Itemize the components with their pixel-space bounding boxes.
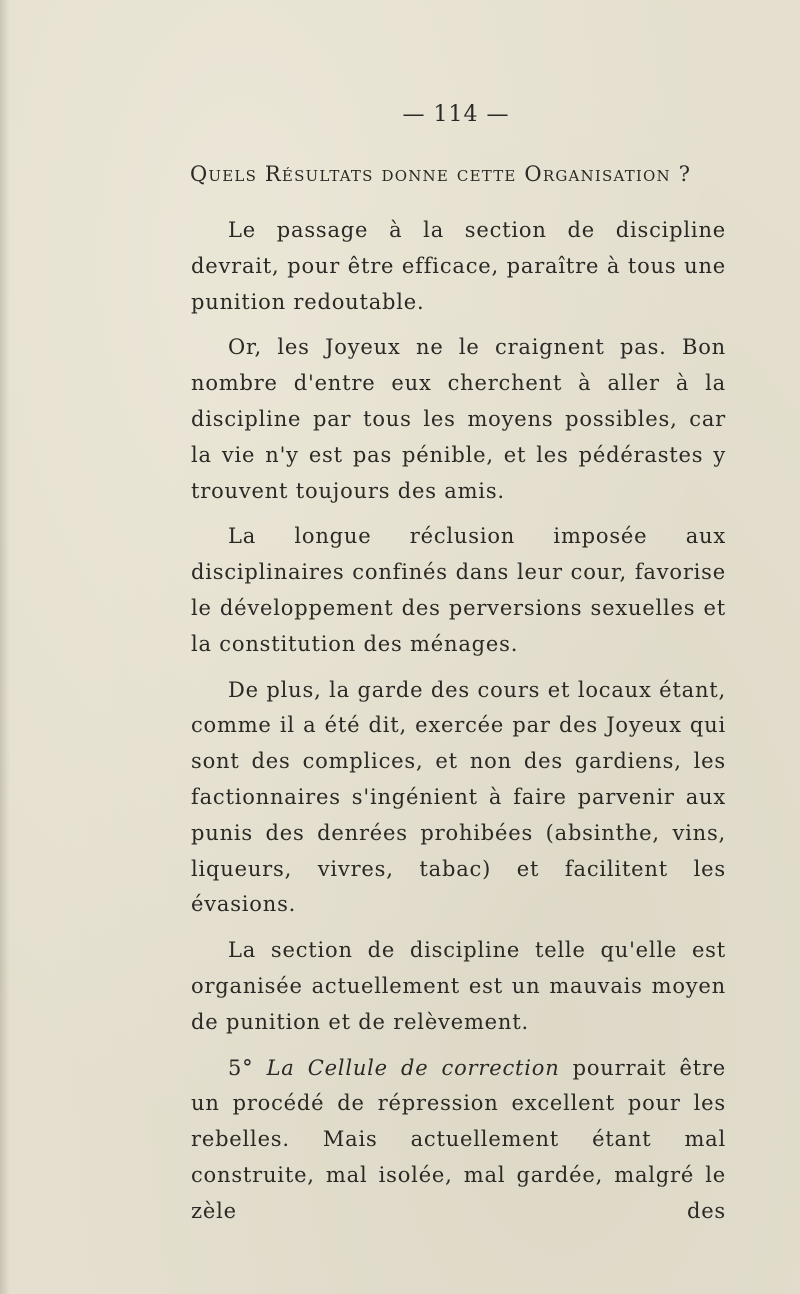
page-edge-shadow bbox=[0, 0, 10, 1294]
section-number: 5° bbox=[228, 1055, 254, 1080]
body-text bbox=[191, 213, 726, 1230]
paragraph-5: La section de discipline telle qu'elle est organisée actuellement est un mauvais moyen de punition et de relèvement. bbox=[191, 938, 726, 1034]
paragraph-6 bbox=[191, 1051, 726, 1230]
paragraph-1: Le passage à la section de discipline devrait, pour être efficace, paraître à tous une punition redoutable. bbox=[191, 218, 726, 314]
paragraph-2: Or, les Joyeux ne le craignent pas. Bon nombre d'entre eux cherchent à aller à la discipline par tous les moyens possibles, car la vie n'y est pas pénible, et les pédérastes y trouvent toujours des amis. bbox=[191, 335, 726, 503]
paragraph-3: La longue réclusion imposée aux disciplinaires confinés dans leur cour, favorise le développement des perversions sexuelles et la constitution des ménages. bbox=[191, 524, 726, 656]
page-number: — 114 — bbox=[402, 102, 510, 127]
section-heading: Quels Résultats donne cette Organisation ? bbox=[190, 162, 692, 186]
italic-term: La Cellule de correction bbox=[266, 1055, 560, 1080]
paragraph-4: De plus, la garde des cours et locaux étant, comme il a été dit, exercée par des Joyeux qui sont des complices, et non des gardiens, les factionnaires s'ingénient à faire parvenir aux punis des denrées prohibées (absinthe, vins, liqueurs, vivres, tabac) et facilitent les évasions. bbox=[191, 677, 726, 917]
paragraph-6-text: pourrait être un procédé de répression excellent pour les rebelles. Mais actuellement étant mal construite, mal isolée, mal gardée, malgré le zèle des bbox=[191, 1055, 727, 1223]
